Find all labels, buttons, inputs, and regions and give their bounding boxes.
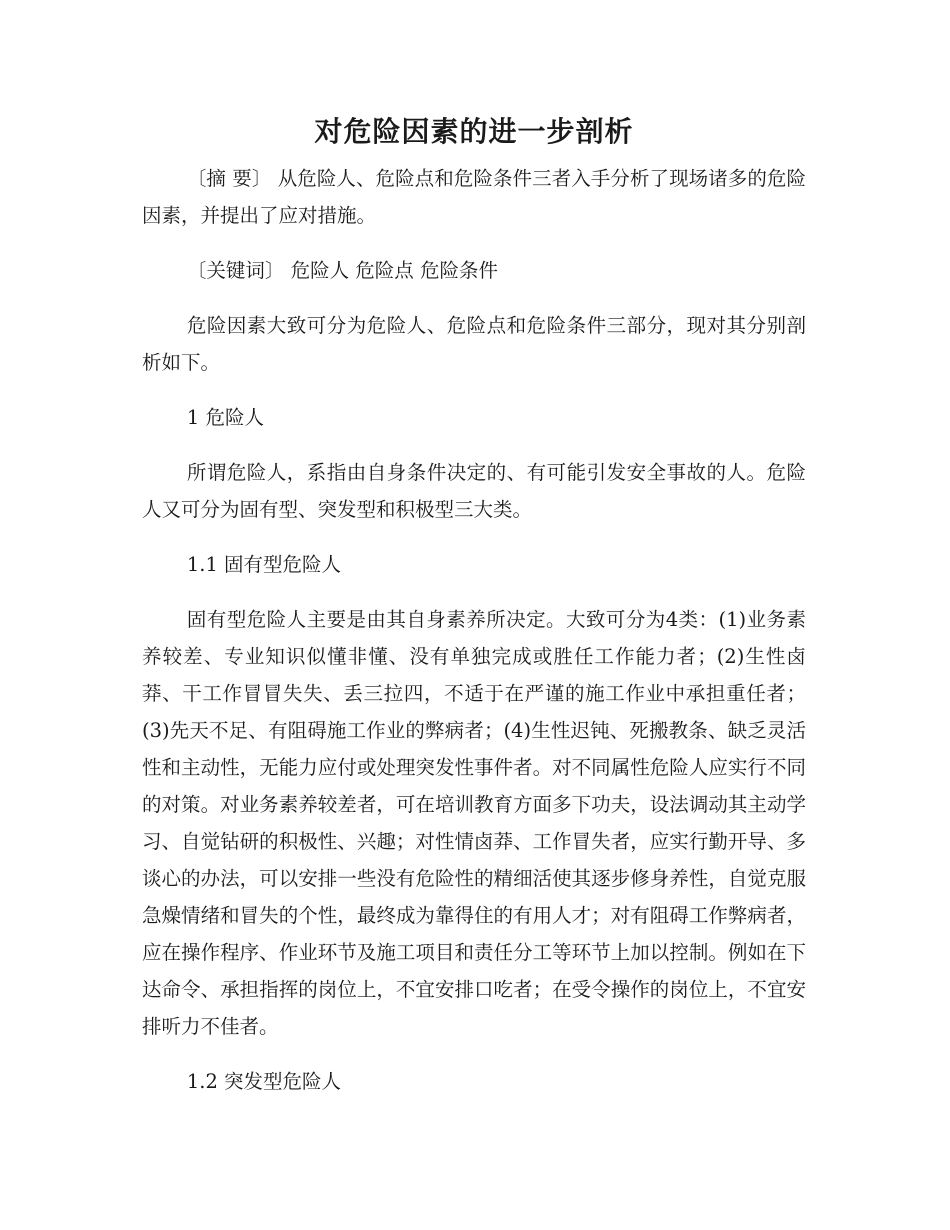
section-1-1-body: 固有型危险人主要是由其自身素养所决定。大致可分为4类：(1)业务素养较差、专业知识似懂非懂、没有单独完成或胜任工作能力者；(2)生性卤莽、干工作冒冒失失、丢三拉四，不适于在严谨的施工作业中承担重任者；(3)先天不足、有阻碍施工作业的弊病者；(4)生性迟钝、死搬教条、缺乏灵活性和主动性，无能力应付或处理突发性事件者。对不同属性危险人应实行不同的对策。对业务素养较差者，可在培训教育方面多下功夫，设法调动其主动学习、自觉钻研的积极性、兴趣；对性情卤莽、工作冒失者，应实行勤开导、多谈心的办法，可以安排一些没有危险性的精细活使其逐步修身养性，自觉克服急燥情绪和冒失的个性，最终成为靠得住的有用人才；对有阻碍工作弊病者，应在操作程序、作业环节及施工项目和责任分工等环节上加以控制。例如在下达命令、承担指挥的岗位上，不宜安排口吃者；在受令操作的岗位上，不宜安排听力不佳者。 bbox=[142, 608, 806, 1038]
intro-paragraph: 危险因素大致可分为危险人、危险点和危险条件三部分，现对其分别剖析如下。 bbox=[142, 314, 806, 374]
section-1-heading: 1 危险人 bbox=[186, 406, 264, 429]
abstract-text: 从危险人、危险点和危险条件三者入手分析了现场诸多的危险因素，并提出了应对措施。 bbox=[142, 167, 807, 227]
keywords-label: 〔关键词〕 bbox=[186, 259, 285, 282]
section-1-1-heading: 1.1 固有型危险人 bbox=[186, 553, 342, 576]
document-title: 对危险因素的进一步剖析 bbox=[314, 115, 634, 148]
keywords-paragraph bbox=[142, 252, 806, 289]
section-1-body: 所谓危险人，系指由自身条件决定的、有可能引发安全事故的人。危险人又可分为固有型、突发型和积极型三大类。 bbox=[142, 461, 806, 521]
abstract-label: 〔摘 要〕 bbox=[186, 167, 272, 190]
keywords-text: 危险人 危险点 危险条件 bbox=[290, 259, 498, 282]
section-1-2-heading: 1.2 突发型危险人 bbox=[186, 1070, 342, 1093]
abstract-paragraph bbox=[142, 160, 806, 234]
